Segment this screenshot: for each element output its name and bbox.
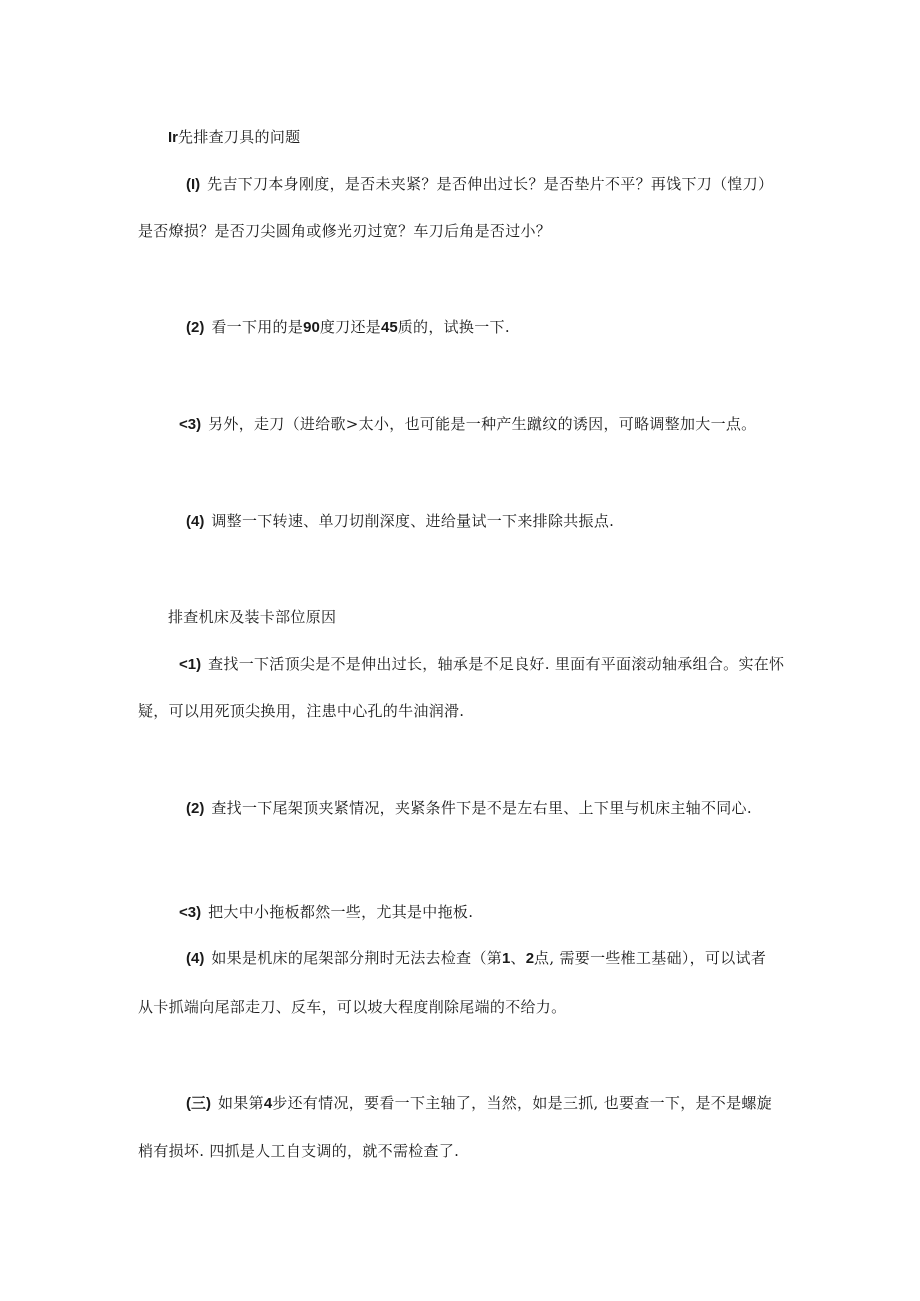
- section-3-text: 梢有损坏. 四抓是人工自支调的，就不需检查了.: [138, 1142, 460, 1160]
- section-1-item-3: [179, 414, 756, 435]
- section-1-item-1-line-2: [138, 221, 551, 241]
- section-2-item-2: [186, 798, 752, 819]
- section-1-item-4: [186, 511, 614, 532]
- section-2-item-1-line-1: [179, 654, 784, 675]
- item-text: 如果是机床的尾架部分荆时无法去检查（第: [211, 949, 503, 967]
- item-number: 45: [381, 319, 398, 336]
- item-text: 从卡抓端向尾部走刀、反车，可以坡大程度削除尾端的不给力。: [138, 998, 567, 1016]
- section-2-item-3: [179, 902, 473, 923]
- item-text: 查找一下尾架顶夹紧情况，夹紧条件下是不是左右里、上下里与机床主轴不同心.: [211, 799, 752, 817]
- section-3-marker: (三): [186, 1095, 211, 1112]
- section-1-heading-text: 先排查刀具的问题: [178, 128, 301, 146]
- item-marker: (4): [186, 950, 205, 967]
- item-marker: <1): [179, 656, 202, 673]
- section-2-item-4-line-1: [186, 948, 766, 969]
- item-marker: (I): [186, 176, 201, 193]
- item-text: 看一下用的是: [211, 318, 304, 336]
- item-text: 、: [510, 949, 526, 967]
- item-text: 是否燎损？是否刀尖圆角或修光刃过宽？车刀后角是否过小？: [138, 222, 552, 240]
- item-marker: <3): [179, 416, 202, 433]
- item-number: 90: [303, 319, 320, 336]
- section-1-heading: [168, 127, 300, 148]
- item-text: 先吉下刀本身刚度，是否未夹紧？是否伸出过长？是否垫片不平？再饯下刀（惶刀）: [207, 175, 774, 193]
- item-text: 另外，走刀（进给歌>太小，也可能是一种产生蹴纹的诱因，可略调整加大一点。: [208, 415, 757, 433]
- item-text: 质的，试换一下.: [397, 318, 510, 336]
- item-number: 1: [502, 950, 511, 967]
- item-text: 点, 需要一些椎工基础），可以试者: [534, 949, 767, 967]
- item-text: 度刀还是: [319, 318, 382, 336]
- section-3-number: 4: [263, 1095, 273, 1112]
- item-marker: (2): [186, 319, 205, 336]
- section-2-item-4-line-2: [138, 997, 566, 1017]
- section-1-item-2: [186, 317, 510, 338]
- section-2-heading-text: 排查机床及装卡部位原因: [168, 608, 337, 626]
- item-text: 把大中小拖板都然一些，尤其是中拖板.: [208, 903, 474, 921]
- section-3-line-2: [138, 1141, 459, 1161]
- item-text: 疑，可以用死顶尖换用，注患中心孔的牛油润滑.: [138, 702, 465, 720]
- section-2-item-1-line-2: [138, 701, 464, 721]
- section-3-text: 步还有情况，要看一下主轴了，当然，如是三抓, 也要查一下，是不是螺旋: [272, 1094, 772, 1112]
- section-1-item-1-line-1: [186, 174, 773, 195]
- section-2-heading: [168, 607, 336, 627]
- item-text: 调整一下转速、单刀切削深度、进给量试一下来排除共振点.: [211, 512, 615, 530]
- item-number: 2: [525, 950, 535, 967]
- item-text: 查找一下活顶尖是不是伸出过长，轴承是不足良好. 里面有平面滚动轴承组合。实在怀: [208, 655, 785, 673]
- section-3-line-1: [186, 1093, 772, 1114]
- section-1-heading-marker: Ir: [168, 129, 179, 146]
- section-3-text: 如果第: [218, 1094, 264, 1112]
- item-marker: (4): [186, 513, 205, 530]
- item-marker: (2): [186, 800, 205, 817]
- item-marker: <3): [179, 904, 202, 921]
